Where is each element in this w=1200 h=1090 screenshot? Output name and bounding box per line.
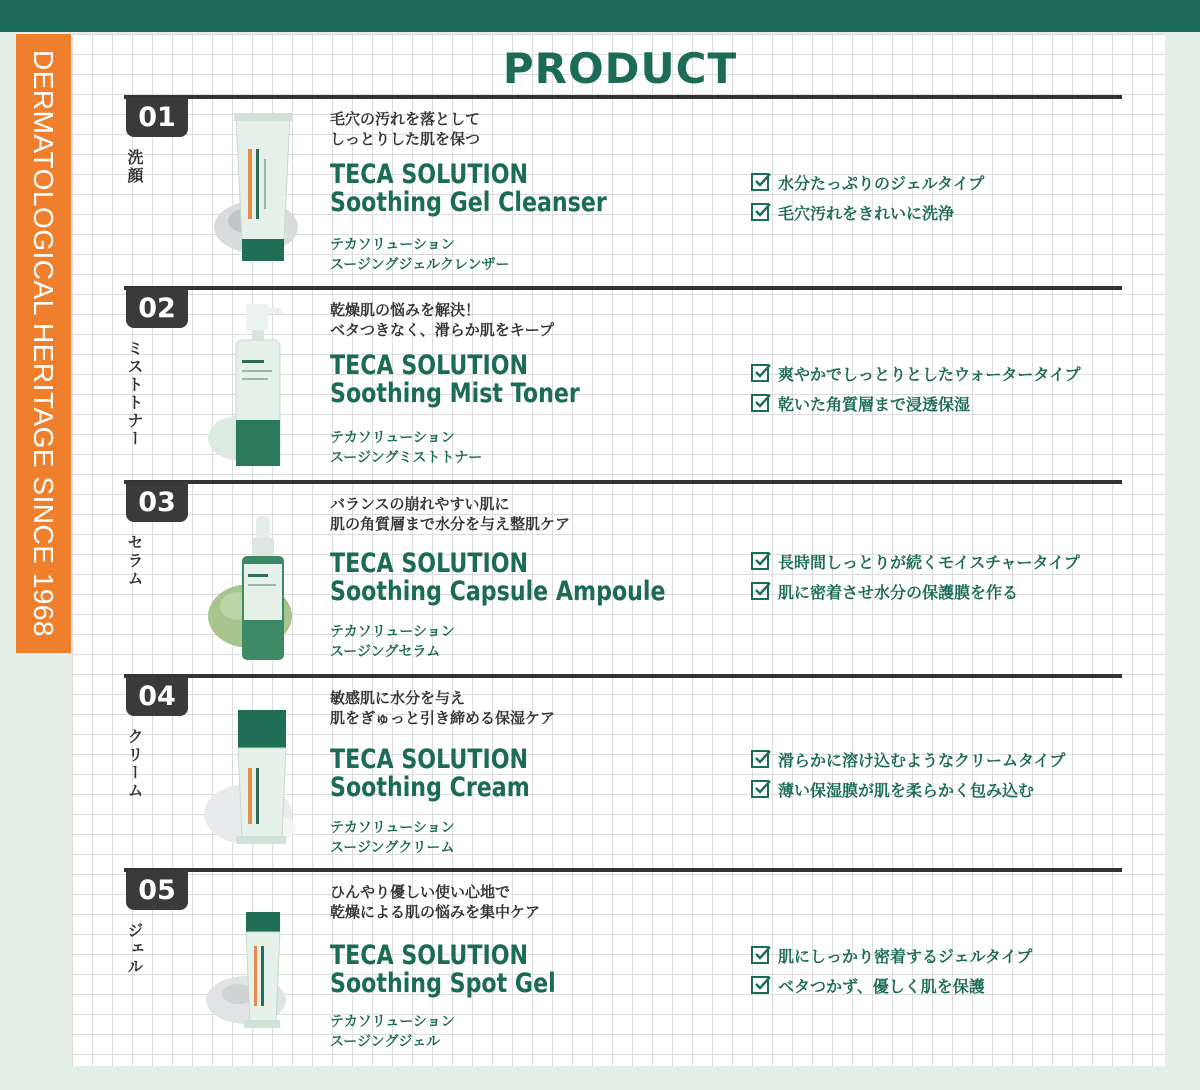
feature-text: 毛穴汚れをきれいに洗浄 [778, 203, 955, 223]
checkbox-icon [750, 392, 772, 414]
product-name [330, 550, 666, 606]
side-banner-text: DERMATOLOGICAL HERITAGE SINCE 1968 [28, 49, 60, 637]
top-bar [0, 0, 1200, 32]
feature-item [750, 546, 1080, 576]
jp-name-line2: スージングセラム [330, 644, 441, 660]
product-description: 敏感肌に水分を与え 肌をぎゅっと引き締める保湿ケア [330, 689, 556, 727]
checkbox-icon [750, 944, 772, 966]
product-name-line2: Soothing Spot Gel [330, 968, 556, 999]
feature-text: 肌にしっかり密着するジェルタイプ [778, 946, 1033, 966]
row-divider [124, 868, 1122, 872]
checkbox-icon [750, 362, 772, 384]
feature-list [750, 167, 984, 227]
feature-item [750, 167, 984, 197]
jp-name-line1: テカソリューション [330, 430, 455, 446]
checkbox-icon [750, 550, 772, 572]
jp-name-line2: スージングクリーム [330, 840, 455, 856]
product-category: 洗顔 [125, 149, 144, 185]
product-japanese-name [330, 235, 509, 275]
product-name-line1: TECA SOLUTION [330, 940, 529, 971]
feature-text: 爽やかでしっとりとしたウォータータイプ [778, 364, 1081, 384]
row-divider [124, 480, 1122, 484]
product-name [330, 942, 556, 998]
product-description: 乾燥肌の悩みを解決！ ベタつきなく、滑らか肌をキープ [330, 301, 554, 339]
row-divider [124, 674, 1122, 678]
jp-name-line2: スージングミストトナー [330, 450, 483, 466]
jp-name-line1: テカソリューション [330, 237, 455, 253]
cream-tube-image [198, 688, 324, 854]
feature-list [750, 546, 1080, 606]
product-row [124, 868, 1122, 1058]
product-name-line1: TECA SOLUTION [330, 350, 529, 381]
feature-list [750, 744, 1065, 804]
product-name-line1: TECA SOLUTION [330, 548, 529, 579]
product-category: クリーム [125, 728, 144, 800]
feature-text: 水分たっぷりのジェルタイプ [778, 173, 985, 193]
mist-toner-bottle-image [198, 300, 324, 466]
product-number: 01 [126, 97, 188, 137]
checkbox-icon [750, 974, 772, 996]
cleanser-tube-image [198, 109, 324, 275]
product-name-line2: Soothing Gel Cleanser [330, 187, 607, 218]
checkbox-icon [750, 778, 772, 800]
checkbox-icon [750, 748, 772, 770]
product-name-line1: TECA SOLUTION [330, 744, 529, 775]
checkbox-icon [750, 580, 772, 602]
product-category: ジェル [125, 922, 144, 976]
product-category: ミストトナー [125, 340, 144, 448]
product-row [124, 286, 1122, 476]
ampoule-bottle-image [198, 494, 324, 660]
feature-text: 乾いた角質層まで浸透保湿 [778, 394, 971, 414]
product-name [330, 352, 580, 408]
product-description: 毛穴の汚れを落として しっとりした肌を保つ [330, 110, 481, 148]
spot-gel-tube-image [198, 882, 324, 1048]
jp-name-line2: スージングジェル [330, 1034, 441, 1050]
feature-item [750, 358, 1081, 388]
product-description: ひんやり優しい使い心地で 乾燥による肌の悩みを集中ケア [330, 883, 541, 921]
product-number: 05 [126, 870, 188, 910]
product-name-line2: Soothing Mist Toner [330, 378, 580, 409]
product-row [124, 95, 1122, 285]
product-description: バランスの崩れやすい肌に 肌の角質層まで水分を与え整肌ケア [330, 495, 571, 533]
product-category: セラム [125, 534, 144, 588]
product-row [124, 480, 1122, 670]
feature-item [750, 970, 1032, 1000]
feature-item [750, 576, 1080, 606]
jp-name-line1: テカソリューション [330, 1014, 455, 1030]
product-number: 04 [126, 676, 188, 716]
product-japanese-name [330, 428, 482, 468]
product-name [330, 746, 530, 802]
product-name [330, 161, 607, 217]
product-name-line1: TECA SOLUTION [330, 159, 529, 190]
jp-name-line1: テカソリューション [330, 820, 455, 836]
feature-list [750, 358, 1081, 418]
feature-list [750, 940, 1032, 1000]
product-name-line2: Soothing Cream [330, 772, 530, 803]
product-number: 03 [126, 482, 188, 522]
feature-item [750, 744, 1065, 774]
jp-name-line2: スージングジェルクレンザー [330, 257, 510, 273]
feature-item [750, 197, 984, 227]
feature-text: 肌に密着させ水分の保護膜を作る [778, 582, 1019, 602]
side-banner [16, 34, 71, 653]
product-japanese-name [330, 818, 455, 858]
feature-item [750, 940, 1032, 970]
page-title: PRODUCT [502, 44, 738, 93]
row-divider [124, 95, 1122, 99]
feature-item [750, 774, 1065, 804]
checkbox-icon [750, 201, 772, 223]
product-name-line2: Soothing Capsule Ampoule [330, 576, 666, 607]
feature-text: 滑らかに溶け込むようなクリームタイプ [778, 750, 1066, 770]
feature-item [750, 388, 1081, 418]
feature-text: 薄い保湿膜が肌を柔らかく包み込む [778, 780, 1035, 800]
product-number: 02 [126, 288, 188, 328]
product-japanese-name [330, 1012, 455, 1052]
product-row [124, 674, 1122, 864]
feature-text: 長時間しっとりが続くモイスチャータイプ [778, 552, 1080, 572]
feature-text: ベタつかず、優しく肌を保護 [778, 976, 985, 996]
row-divider [124, 286, 1122, 290]
jp-name-line1: テカソリューション [330, 624, 455, 640]
product-japanese-name [330, 622, 455, 662]
checkbox-icon [750, 171, 772, 193]
